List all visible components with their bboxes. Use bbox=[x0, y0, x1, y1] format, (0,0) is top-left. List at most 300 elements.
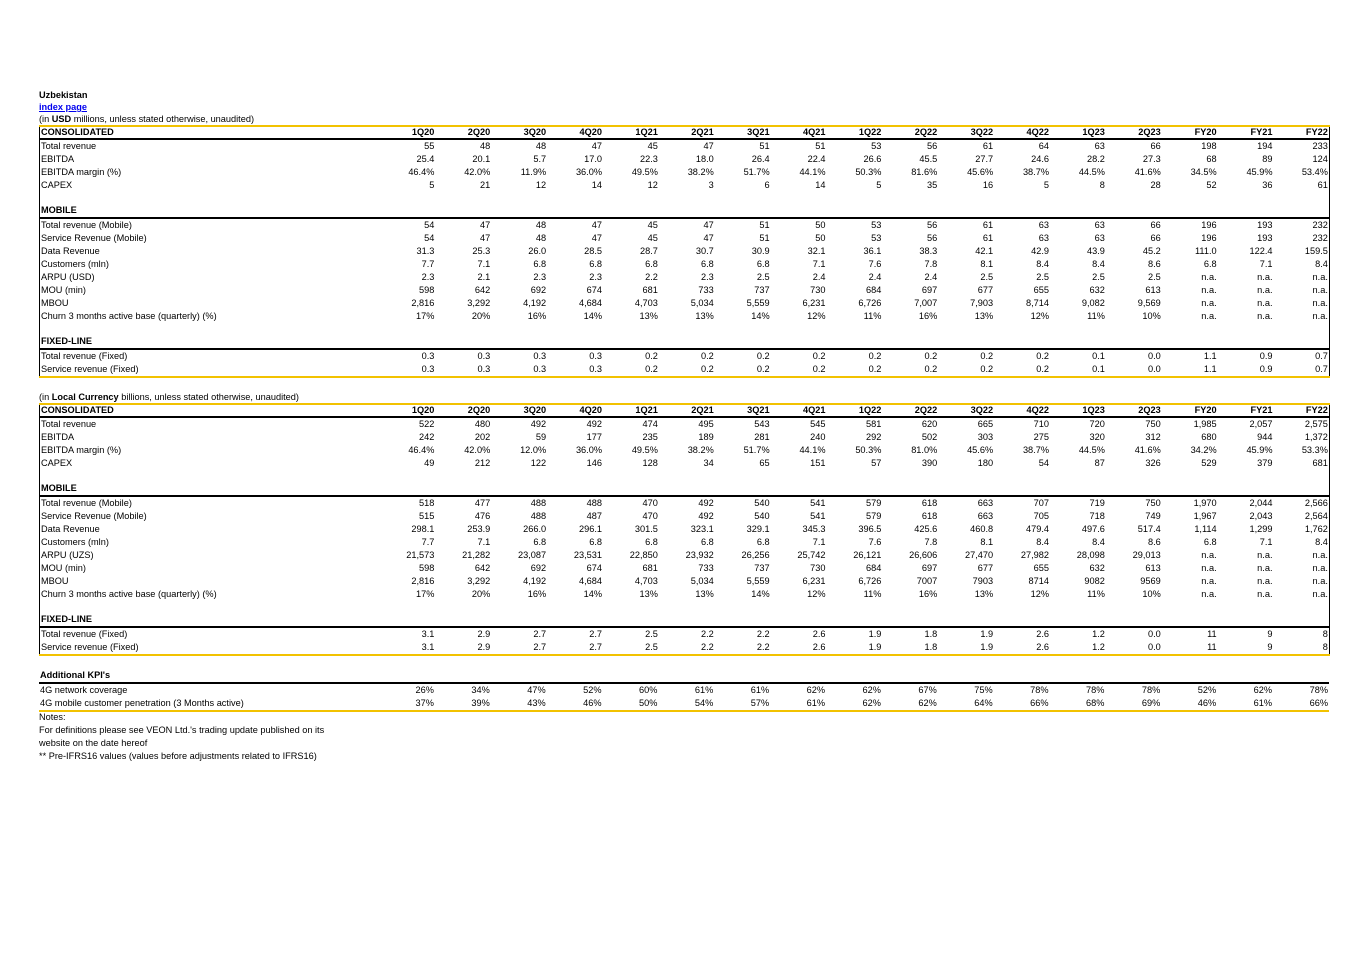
cell-value: 62% bbox=[826, 697, 882, 711]
cell-value: 7.1 bbox=[812, 259, 826, 269]
cell-value: n.a. bbox=[1257, 589, 1273, 599]
cell-value: 75% bbox=[974, 685, 993, 695]
table-row bbox=[40, 363, 1330, 377]
lc-table bbox=[39, 403, 1330, 656]
cell-value: 68 bbox=[1206, 154, 1217, 164]
table-row bbox=[40, 258, 1330, 271]
cell-value: 598 bbox=[419, 285, 435, 295]
cell-value: 718 bbox=[1089, 511, 1105, 521]
cell-value: 0.0 bbox=[1147, 629, 1161, 639]
notes-heading: Notes: bbox=[39, 712, 66, 722]
cell-value: 44.1% bbox=[799, 445, 826, 455]
cell-value: 663 bbox=[977, 511, 994, 521]
cell-value: 460.8 bbox=[970, 524, 994, 534]
cell-value: 22.4 bbox=[807, 154, 826, 164]
cell-value: 8.6 bbox=[1147, 537, 1161, 547]
cell-value: 301.5 bbox=[634, 524, 658, 534]
cell-value: 56 bbox=[927, 220, 938, 230]
cell-value: 0.9 bbox=[1218, 363, 1274, 377]
cell-value: 488 bbox=[530, 511, 547, 521]
cell-value: 13% bbox=[974, 311, 994, 321]
cell-value: 618 bbox=[921, 511, 938, 521]
cell-value: 502 bbox=[921, 432, 938, 442]
cell-value: 345.3 bbox=[802, 524, 826, 534]
cell-value: 51 bbox=[759, 141, 770, 151]
cell-value: 189 bbox=[698, 432, 714, 442]
cell-value: 122 bbox=[530, 458, 547, 468]
cell-value: 8.6 bbox=[1147, 259, 1161, 269]
cell-value: 45.6% bbox=[967, 167, 994, 177]
row-label: EBITDA bbox=[41, 432, 75, 442]
cell-value: 61% bbox=[750, 685, 770, 695]
cell-value: 488 bbox=[530, 498, 547, 508]
index-page-link[interactable]: index page bbox=[39, 102, 87, 112]
row-label: EBITDA margin (%) bbox=[41, 445, 122, 455]
cell-value: 17% bbox=[415, 589, 435, 599]
cell-value: 28.2 bbox=[1086, 154, 1105, 164]
cell-value: 21,282 bbox=[462, 550, 491, 560]
cell-value: n.a. bbox=[1201, 589, 1217, 599]
cell-value: 2.3 bbox=[700, 272, 714, 282]
cell-value: 26.0 bbox=[528, 246, 547, 256]
row-label: MBOU bbox=[41, 576, 69, 586]
column-header: FY21 bbox=[1218, 404, 1274, 417]
cell-value: 47 bbox=[703, 220, 714, 230]
cell-value: 12% bbox=[807, 589, 826, 599]
cell-value: n.a. bbox=[1312, 311, 1328, 321]
row-label: EBITDA bbox=[41, 154, 75, 164]
cell-value: 677 bbox=[977, 563, 994, 573]
cell-value: 2.2 bbox=[715, 641, 771, 655]
column-header: 4Q22 bbox=[994, 404, 1050, 417]
column-header: 1Q20 bbox=[380, 126, 436, 139]
table-row bbox=[40, 444, 1330, 457]
cell-value: 193 bbox=[1257, 220, 1273, 230]
cell-value: 14% bbox=[751, 311, 770, 321]
cell-value: 674 bbox=[586, 563, 602, 573]
cell-value: 37% bbox=[379, 697, 435, 711]
cell-value: 66 bbox=[1150, 141, 1161, 151]
cell-value: 41.6% bbox=[1134, 167, 1161, 177]
cell-value: 49.5% bbox=[631, 167, 658, 177]
row-label: Data Revenue bbox=[41, 524, 100, 534]
cell-value: 3,292 bbox=[467, 576, 491, 586]
cell-value: 0.2 bbox=[771, 363, 827, 377]
cell-value: 62% bbox=[806, 685, 826, 695]
cell-value: 642 bbox=[474, 563, 491, 573]
cell-value: 78% bbox=[1030, 685, 1049, 695]
cell-value: 0.3 bbox=[491, 363, 547, 377]
cell-value: 30.9 bbox=[751, 246, 770, 256]
cell-value: 11% bbox=[1087, 589, 1105, 599]
cell-value: 642 bbox=[474, 285, 491, 295]
cell-value: 59 bbox=[535, 432, 547, 442]
notes bbox=[39, 711, 339, 763]
cell-value: 8714 bbox=[1028, 576, 1049, 586]
cell-value: 193 bbox=[1257, 233, 1273, 243]
cell-value: 1.1 bbox=[1162, 363, 1218, 377]
cell-value: 61% bbox=[694, 685, 714, 695]
cell-value: 1.9 bbox=[938, 641, 994, 655]
row-label: Service revenue (Fixed) bbox=[40, 363, 380, 377]
cell-value: 2.1 bbox=[477, 272, 491, 282]
cell-value: 540 bbox=[754, 498, 770, 508]
cell-value: 26,606 bbox=[909, 550, 938, 560]
cell-value: 281 bbox=[754, 432, 770, 442]
cell-value: 42.0% bbox=[464, 445, 491, 455]
section-heading: CONSOLIDATED bbox=[40, 404, 380, 417]
cell-value: 2.6 bbox=[994, 641, 1050, 655]
cell-value: 41.6% bbox=[1134, 445, 1161, 455]
cell-value: 581 bbox=[866, 419, 882, 429]
cell-value: 61 bbox=[982, 220, 994, 230]
cell-value: 730 bbox=[810, 563, 826, 573]
cell-value: 2.4 bbox=[812, 272, 826, 282]
table-row bbox=[40, 588, 1330, 601]
cell-value: 0.2 bbox=[659, 363, 715, 377]
cell-value: 2.7 bbox=[589, 629, 602, 639]
row-label: Total revenue bbox=[41, 419, 97, 429]
cell-value: 5,559 bbox=[746, 576, 770, 586]
cell-value: 0.3 bbox=[477, 351, 491, 361]
cell-value: 6.8 bbox=[700, 537, 714, 547]
cell-value: 5.7 bbox=[533, 154, 547, 164]
cell-value: 1,967 bbox=[1193, 511, 1217, 521]
usd-subtitle: (in USD millions, unless stated otherwise, unaudited) bbox=[39, 114, 254, 124]
cell-value: 2.2 bbox=[756, 629, 770, 639]
cell-value: 2.5 bbox=[756, 272, 770, 282]
cell-value: 6.8 bbox=[645, 259, 658, 269]
cell-value: 122.4 bbox=[1249, 246, 1273, 256]
cell-value: 681 bbox=[642, 285, 658, 295]
cell-value: 27,982 bbox=[1020, 550, 1049, 560]
column-header: 2Q21 bbox=[659, 404, 715, 417]
cell-value: 51.7% bbox=[743, 445, 770, 455]
cell-value: 20% bbox=[471, 589, 491, 599]
cell-value: 8.4 bbox=[1092, 259, 1105, 269]
cell-value: 323.1 bbox=[690, 524, 714, 534]
cell-value: 1,985 bbox=[1193, 419, 1217, 429]
cell-value: n.a. bbox=[1201, 311, 1217, 321]
row-label: Total revenue (Mobile) bbox=[41, 498, 132, 508]
cell-value: 632 bbox=[1089, 563, 1105, 573]
cell-value: 12 bbox=[647, 180, 658, 190]
section-heading-row bbox=[39, 669, 1329, 683]
cell-value: 0.2 bbox=[700, 351, 714, 361]
cell-value: 31.3 bbox=[416, 246, 435, 256]
column-header: 3Q22 bbox=[938, 126, 994, 139]
cell-value: 0.2 bbox=[756, 351, 770, 361]
cell-value: 26.6 bbox=[863, 154, 882, 164]
cell-value: 6.8 bbox=[700, 259, 714, 269]
cell-value: 11% bbox=[863, 589, 882, 599]
cell-value: 48 bbox=[480, 141, 491, 151]
cell-value: 8.4 bbox=[1315, 259, 1328, 269]
cell-value: 750 bbox=[1145, 498, 1161, 508]
column-header: 1Q22 bbox=[827, 404, 883, 417]
row-label: Customers (mln) bbox=[41, 259, 109, 269]
cell-value: 0.2 bbox=[1036, 351, 1049, 361]
cell-value: 12% bbox=[1030, 589, 1049, 599]
cell-value: 663 bbox=[977, 498, 994, 508]
cell-value: 479.4 bbox=[1026, 524, 1049, 534]
cell-value: 16 bbox=[982, 180, 994, 190]
cell-value: 16% bbox=[527, 589, 547, 599]
cell-value: 42.1 bbox=[975, 246, 994, 256]
cell-value: 320 bbox=[1089, 432, 1105, 442]
cell-value: 42.9 bbox=[1031, 246, 1049, 256]
row-label: Churn 3 months active base (quarterly) (%) bbox=[41, 589, 217, 599]
cell-value: 0.7 bbox=[1274, 363, 1330, 377]
cell-value: 697 bbox=[921, 285, 938, 295]
usd-table bbox=[39, 125, 1330, 378]
cell-value: 48 bbox=[535, 220, 547, 230]
cell-value: 497.6 bbox=[1081, 524, 1105, 534]
cell-value: 61 bbox=[982, 141, 994, 151]
table-row bbox=[40, 496, 1330, 510]
table-row bbox=[40, 510, 1330, 523]
column-header: 2Q22 bbox=[882, 404, 938, 417]
section-heading: MOBILE bbox=[40, 482, 380, 496]
cell-value: 50% bbox=[603, 697, 659, 711]
section-heading-row bbox=[40, 482, 1330, 496]
column-header: 4Q20 bbox=[547, 404, 603, 417]
cell-value: 2,816 bbox=[411, 298, 435, 308]
cell-value: 0.9 bbox=[1259, 351, 1273, 361]
cell-value: 326 bbox=[1145, 458, 1161, 468]
section-heading: MOBILE bbox=[40, 204, 380, 218]
cell-value: 46% bbox=[547, 697, 603, 711]
table-row bbox=[40, 549, 1330, 562]
cell-value: 47 bbox=[591, 220, 602, 230]
cell-value: 9082 bbox=[1084, 576, 1105, 586]
cell-value: 2.5 bbox=[645, 629, 658, 639]
row-label: ARPU (UZS) bbox=[41, 550, 94, 560]
cell-value: 52% bbox=[1197, 685, 1217, 695]
cell-value: 477 bbox=[474, 498, 491, 508]
cell-value: 684 bbox=[866, 285, 882, 295]
cell-value: 720 bbox=[1089, 419, 1105, 429]
cell-value: 0.0 bbox=[1147, 351, 1161, 361]
cell-value: 56 bbox=[927, 233, 938, 243]
cell-value: 8 bbox=[1099, 180, 1105, 190]
cell-value: 16% bbox=[527, 311, 547, 321]
notes-line: website on the date hereof bbox=[39, 738, 148, 748]
row-label: Total revenue (Fixed) bbox=[41, 351, 128, 361]
cell-value: 38.2% bbox=[687, 445, 714, 455]
cell-value: 8.1 bbox=[980, 259, 994, 269]
cell-value: 613 bbox=[1145, 285, 1161, 295]
cell-value: 540 bbox=[754, 511, 770, 521]
row-label: CAPEX bbox=[41, 180, 73, 190]
report-sheet bbox=[39, 89, 1329, 712]
column-header: 1Q20 bbox=[380, 404, 436, 417]
cell-value: n.a. bbox=[1312, 576, 1328, 586]
cell-value: 733 bbox=[698, 563, 714, 573]
cell-value: 1,970 bbox=[1193, 498, 1217, 508]
cell-value: 25,742 bbox=[797, 550, 826, 560]
column-header: 3Q20 bbox=[491, 404, 547, 417]
cell-value: 16% bbox=[918, 589, 938, 599]
cell-value: 0.3 bbox=[533, 351, 547, 361]
cell-value: 242 bbox=[419, 432, 435, 442]
cell-value: 8.4 bbox=[1036, 537, 1049, 547]
cell-value: 47 bbox=[703, 233, 714, 243]
table-row bbox=[40, 232, 1330, 245]
cell-value: 275 bbox=[1033, 432, 1049, 442]
cell-value: 1.9 bbox=[868, 629, 882, 639]
cell-value: 51.7% bbox=[743, 167, 770, 177]
row-label: 4G mobile customer penetration (3 Months active) bbox=[39, 697, 379, 711]
cell-value: 7.1 bbox=[477, 259, 491, 269]
cell-value: 5,034 bbox=[690, 298, 714, 308]
cell-value: 36.0% bbox=[575, 445, 602, 455]
cell-value: 14 bbox=[815, 180, 826, 190]
cell-value: 529 bbox=[1201, 458, 1217, 468]
section-heading-row bbox=[40, 613, 1330, 627]
cell-value: 60% bbox=[639, 685, 658, 695]
column-header: 4Q21 bbox=[771, 404, 827, 417]
cell-value: 53.3% bbox=[1301, 445, 1328, 455]
cell-value: 0.1 bbox=[1050, 363, 1106, 377]
cell-value: 2.9 bbox=[477, 629, 491, 639]
table-row bbox=[40, 297, 1330, 310]
cell-value: 2.6 bbox=[812, 629, 826, 639]
cell-value: 212 bbox=[474, 458, 491, 468]
cell-value: 194 bbox=[1257, 141, 1273, 151]
cell-value: 42.0% bbox=[464, 167, 491, 177]
cell-value: 2.3 bbox=[589, 272, 602, 282]
column-header: FY20 bbox=[1162, 126, 1218, 139]
cell-value: 7.1 bbox=[812, 537, 826, 547]
cell-value: 396.5 bbox=[858, 524, 882, 534]
cell-value: 28,098 bbox=[1076, 550, 1105, 560]
cell-value: 232 bbox=[1312, 233, 1328, 243]
cell-value: 38.2% bbox=[687, 167, 714, 177]
cell-value: 312 bbox=[1145, 432, 1161, 442]
cell-value: 56 bbox=[927, 141, 938, 151]
cell-value: n.a. bbox=[1312, 298, 1328, 308]
kpi-table bbox=[39, 669, 1329, 712]
table-row bbox=[40, 166, 1330, 179]
cell-value: 11 bbox=[1162, 641, 1218, 655]
cell-value: 2,044 bbox=[1249, 498, 1273, 508]
cell-value: 13% bbox=[974, 589, 994, 599]
column-header: 1Q23 bbox=[1050, 404, 1106, 417]
cell-value: 7.7 bbox=[421, 537, 435, 547]
cell-value: 737 bbox=[754, 285, 770, 295]
row-label: 4G network coverage bbox=[40, 685, 128, 695]
table-row bbox=[40, 575, 1330, 588]
cell-value: 8.4 bbox=[1092, 537, 1105, 547]
cell-value: 2.6 bbox=[771, 641, 827, 655]
cell-value: n.a. bbox=[1312, 272, 1328, 282]
table-row bbox=[40, 218, 1330, 232]
cell-value: 111.0 bbox=[1194, 246, 1217, 256]
cell-value: 2.6 bbox=[1036, 629, 1049, 639]
cell-value: 655 bbox=[1033, 285, 1049, 295]
cell-value: 7.6 bbox=[868, 537, 882, 547]
cell-value: 35 bbox=[927, 180, 938, 190]
cell-value: 1.2 bbox=[1092, 629, 1105, 639]
column-header: 3Q20 bbox=[491, 126, 547, 139]
cell-value: 8.4 bbox=[1036, 259, 1049, 269]
cell-value: 2,816 bbox=[411, 576, 435, 586]
cell-value: 47 bbox=[591, 233, 602, 243]
cell-value: 64 bbox=[1038, 141, 1049, 151]
cell-value: 12 bbox=[535, 180, 547, 190]
cell-value: 2,566 bbox=[1304, 498, 1328, 508]
cell-value: 6.8 bbox=[1203, 537, 1217, 547]
column-header: 2Q23 bbox=[1106, 126, 1162, 139]
section-heading: CONSOLIDATED bbox=[40, 126, 380, 139]
cell-value: 46% bbox=[1161, 697, 1217, 711]
cell-value: 7903 bbox=[972, 576, 994, 586]
cell-value: 6,726 bbox=[858, 298, 882, 308]
column-header: 2Q21 bbox=[659, 126, 715, 139]
cell-value: 21,573 bbox=[406, 550, 435, 560]
cell-value: 632 bbox=[1089, 285, 1105, 295]
cell-value: 124 bbox=[1312, 154, 1328, 164]
cell-value: 6.8 bbox=[1203, 259, 1217, 269]
cell-value: 296.1 bbox=[579, 524, 602, 534]
cell-value: n.a. bbox=[1257, 285, 1273, 295]
column-header: FY20 bbox=[1162, 404, 1218, 417]
cell-value: 579 bbox=[866, 511, 882, 521]
cell-value: 47 bbox=[480, 233, 491, 243]
cell-value: 146 bbox=[586, 458, 602, 468]
row-label: Total revenue (Mobile) bbox=[41, 220, 132, 230]
cell-value: 48 bbox=[535, 141, 547, 151]
cell-value: 235 bbox=[642, 432, 658, 442]
cell-value: 5,034 bbox=[690, 576, 714, 586]
cell-value: 253.9 bbox=[467, 524, 491, 534]
cell-value: 3.1 bbox=[380, 641, 436, 655]
cell-value: 27.3 bbox=[1142, 154, 1161, 164]
cell-value: 3,292 bbox=[467, 298, 491, 308]
cell-value: 2.2 bbox=[659, 641, 715, 655]
cell-value: 63 bbox=[1038, 233, 1049, 243]
table-row bbox=[40, 284, 1330, 297]
column-header: 3Q21 bbox=[715, 126, 771, 139]
cell-value: 81.6% bbox=[911, 167, 938, 177]
cell-value: 44.5% bbox=[1078, 445, 1105, 455]
cell-value: 26,256 bbox=[741, 550, 770, 560]
cell-value: 78% bbox=[1141, 685, 1161, 695]
cell-value: 12.0% bbox=[520, 445, 547, 455]
cell-value: 66 bbox=[1150, 220, 1161, 230]
column-header: 1Q21 bbox=[603, 126, 659, 139]
cell-value: 12% bbox=[807, 311, 826, 321]
column-header: 2Q22 bbox=[882, 126, 938, 139]
cell-value: 196 bbox=[1201, 220, 1217, 230]
cell-value: 6,726 bbox=[858, 576, 882, 586]
cell-value: 665 bbox=[977, 419, 994, 429]
cell-value: 470 bbox=[642, 498, 658, 508]
cell-value: 21 bbox=[480, 180, 491, 190]
table-row bbox=[39, 697, 1329, 711]
cell-value: 0.0 bbox=[1106, 363, 1162, 377]
table-row bbox=[40, 627, 1330, 641]
table-row bbox=[40, 457, 1330, 470]
cell-value: 2.3 bbox=[421, 272, 435, 282]
cell-value: 89 bbox=[1262, 154, 1273, 164]
cell-value: 26,121 bbox=[853, 550, 882, 560]
column-header: FY22 bbox=[1274, 404, 1330, 417]
column-header: 4Q20 bbox=[547, 126, 603, 139]
cell-value: 2.5 bbox=[1092, 272, 1105, 282]
cell-value: 25.4 bbox=[416, 154, 435, 164]
